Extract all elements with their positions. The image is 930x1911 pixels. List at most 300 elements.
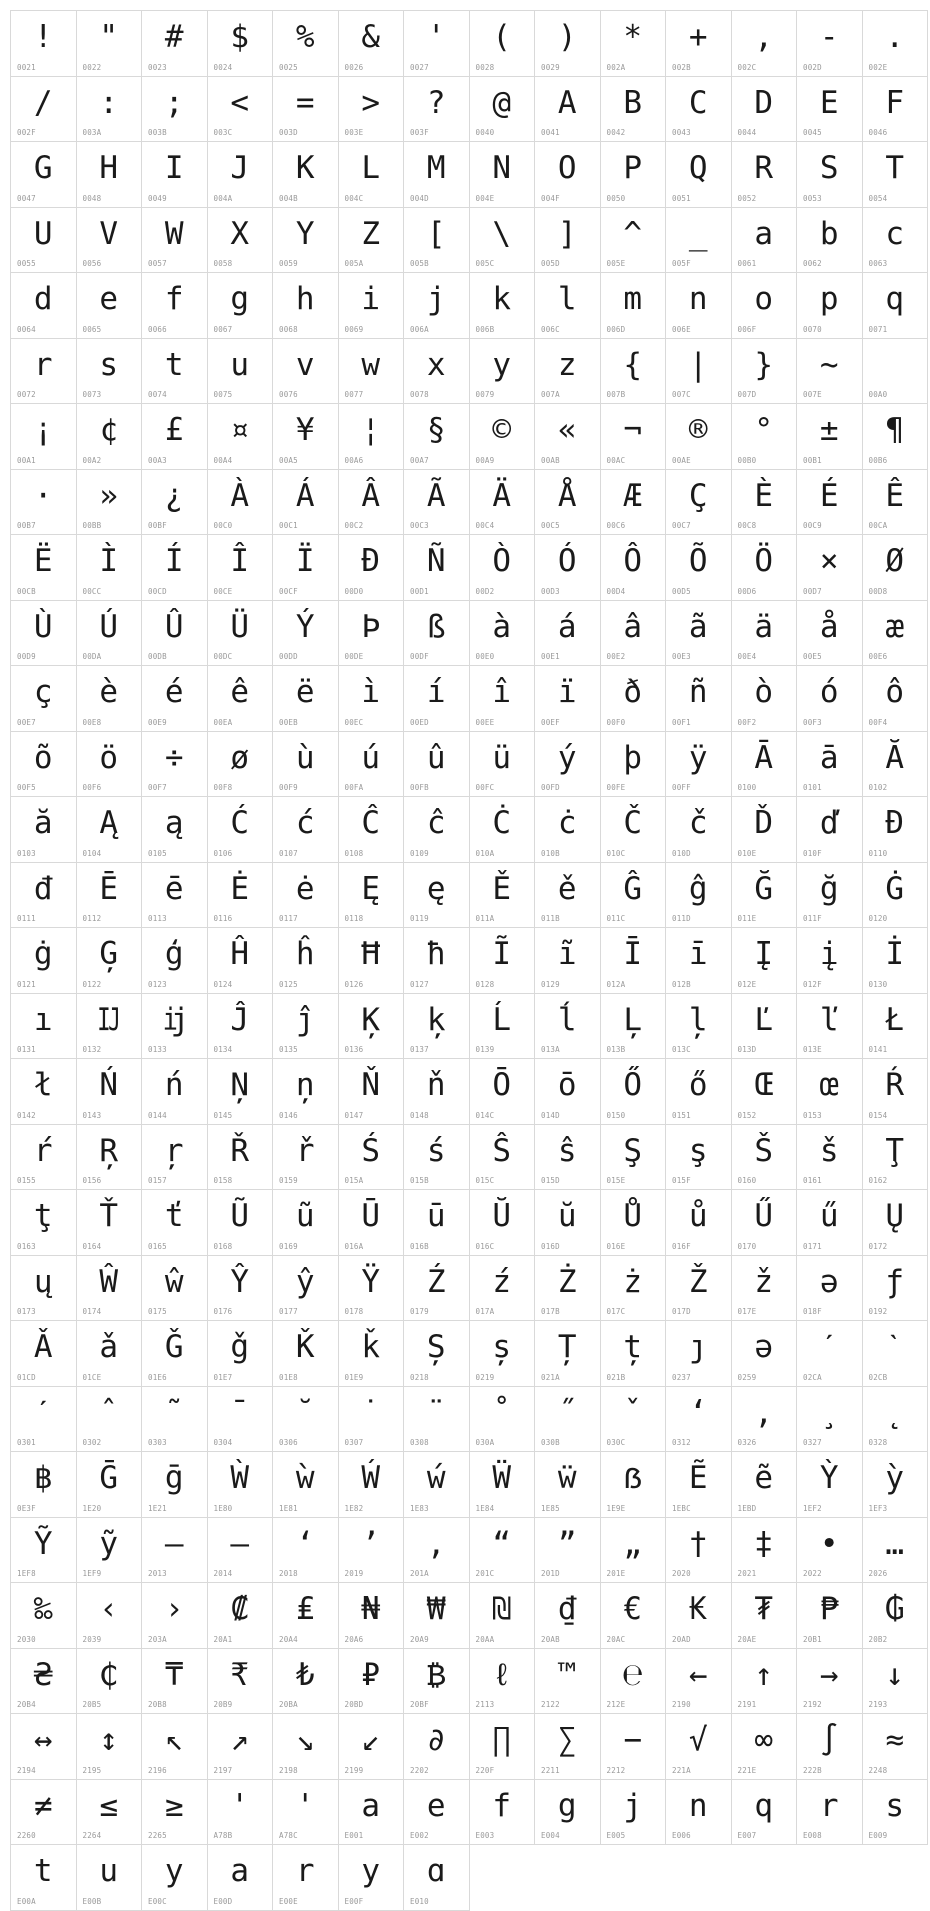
glyph-character: ; [164,84,184,121]
glyph-character: Ă [885,739,905,776]
glyph-cell [666,142,732,208]
glyph-codepoint: 1EF3 [868,1503,888,1513]
glyph-character: › [164,1591,184,1627]
glyph-cell [732,666,798,732]
glyph-cell [142,732,208,798]
glyph-cell [470,142,536,208]
glyph-cell [535,77,601,143]
glyph-cell [797,11,863,77]
glyph-cell [601,77,667,143]
glyph-character: ľ [819,1001,839,1038]
glyph-character: Ê [885,477,905,514]
glyph-cell [470,1518,536,1584]
glyph-codepoint: 0076 [279,390,298,399]
glyph-cell [339,666,405,732]
glyph-cell [863,1583,929,1649]
glyph-codepoint: 0022 [82,62,102,72]
glyph-codepoint: 0157 [148,1176,167,1185]
glyph-character: ʻ [688,1394,708,1431]
glyph-character: Ļ [623,1001,643,1038]
glyph-character: Ę [361,870,381,907]
glyph-character: Ü [230,608,250,645]
glyph-codepoint: 002C [737,62,757,72]
glyph-character: t [164,346,184,383]
glyph-codepoint: 018F [803,1307,822,1316]
glyph-cell [208,1780,274,1846]
glyph-cell [666,1780,732,1846]
glyph-cell [339,1387,405,1453]
glyph-cell [601,928,667,994]
glyph-cell [339,1321,405,1387]
glyph-character: Ż [557,1263,577,1300]
glyph-cell [404,339,470,405]
glyph-cell [11,732,77,798]
glyph-cell [404,535,470,601]
glyph-codepoint: 00A0 [868,390,888,399]
glyph-codepoint: 00DA [82,652,102,661]
glyph-codepoint: 0303 [148,1438,167,1447]
glyph-character: V [99,215,119,252]
glyph-cell [470,666,536,732]
glyph-character: G [33,150,53,186]
glyph-character: ˊ [819,1329,839,1365]
glyph-codepoint: 0192 [868,1307,888,1316]
glyph-cell [273,1256,339,1322]
glyph-cell [601,535,667,601]
glyph-cell [11,863,77,929]
glyph-codepoint: 0108 [344,848,364,858]
glyph-cell [863,666,929,732]
glyph-character: ꞌ [230,1787,250,1824]
glyph-codepoint: 00F6 [82,783,102,792]
glyph-codepoint: 0106 [213,848,233,858]
glyph-cell [404,1714,470,1780]
glyph-character: đ [33,870,53,907]
glyph-cell [732,1190,798,1256]
glyph-cell [863,142,929,208]
glyph-codepoint: 00AC [606,455,626,465]
glyph-character: o [754,281,774,317]
glyph-cell [273,1583,339,1649]
glyph-character: Ô [623,543,643,579]
glyph-codepoint: 212E [606,1700,626,1709]
glyph-codepoint: 00FB [410,783,429,792]
glyph-cell [601,1649,667,1715]
glyph-cell [797,1714,863,1780]
glyph-character: a [754,215,774,252]
glyph-character: > [361,84,381,121]
glyph-cell [273,1518,339,1584]
glyph-codepoint: 1E9E [606,1503,626,1513]
glyph-character: Ś [361,1132,381,1169]
glyph-cell [142,208,208,274]
glyph-cell [77,732,143,798]
glyph-cell [863,797,929,863]
glyph-cell [863,1387,929,1453]
glyph-codepoint: 003D [279,128,298,137]
glyph-cell [142,1256,208,1322]
glyph-character: ĺ [557,1001,577,1038]
glyph-character: • [819,1525,839,1562]
glyph-character: s [99,346,119,383]
glyph-cell [601,797,667,863]
glyph-cell [666,1714,732,1780]
glyph-cell [77,863,143,929]
glyph-character: ¬ [623,412,643,448]
glyph-character: Ỳ [819,1460,839,1496]
glyph-codepoint: 00D1 [410,586,429,596]
glyph-cell [797,1518,863,1584]
glyph-cell [863,1649,929,1715]
glyph-character: O [557,150,577,186]
glyph-character: % [295,19,315,55]
glyph-character: Ž [688,1263,708,1300]
glyph-codepoint: 00CA [868,521,888,530]
glyph-codepoint: 004F [541,193,560,203]
glyph-cell [732,928,798,994]
glyph-codepoint: 0308 [410,1438,429,1447]
glyph-character: Š [754,1132,774,1169]
glyph-codepoint: 0056 [82,259,102,268]
glyph-cell [339,732,405,798]
glyph-codepoint: 0176 [213,1307,233,1316]
glyph-character: [ [426,215,446,252]
glyph-cell [601,1714,667,1780]
glyph-cell [11,1387,77,1453]
glyph-codepoint: 0044 [737,128,757,137]
glyph-codepoint: 005A [344,259,364,268]
glyph-codepoint: 0132 [82,1045,102,1054]
glyph-character: ® [688,412,708,448]
glyph-codepoint: 00EB [279,717,298,727]
glyph-cell [339,1125,405,1191]
glyph-character: ˇ [623,1394,643,1431]
glyph-character: È [754,477,774,514]
glyph-character: © [492,412,512,448]
glyph-character: e [99,281,119,317]
glyph-codepoint: 0168 [213,1241,233,1251]
glyph-character: ) [557,19,577,55]
glyph-codepoint: E005 [606,1831,626,1840]
glyph-cell [470,1714,536,1780]
glyph-cell [732,1714,798,1780]
glyph-cell [535,208,601,274]
glyph-character: ≈ [885,1722,905,1758]
glyph-character: » [99,477,119,514]
glyph-codepoint: 0172 [868,1241,888,1251]
glyph-codepoint: 012A [606,979,626,989]
glyph-character: Î [230,543,250,579]
glyph-codepoint: 017C [606,1307,626,1316]
glyph-codepoint: 0064 [17,324,36,334]
glyph-codepoint: E00D [213,1896,233,1906]
glyph-character: Ō [492,1067,512,1103]
glyph-cell [142,535,208,601]
glyph-codepoint: 1EBC [672,1503,691,1513]
glyph-codepoint: 0066 [148,324,167,334]
glyph-cell [273,535,339,601]
glyph-character: ↕ [99,1722,119,1758]
glyph-character: Ỹ [33,1525,53,1562]
glyph-codepoint: 2212 [606,1765,626,1775]
glyph-character: " [99,19,119,55]
glyph-character: Ų [885,1198,905,1234]
glyph-codepoint: 00F5 [17,783,36,792]
glyph-cell [11,1321,77,1387]
glyph-codepoint: 20AB [541,1634,560,1644]
glyph-codepoint: 0120 [868,914,888,923]
glyph-cell [601,1780,667,1846]
glyph-codepoint: 016A [344,1241,364,1251]
glyph-cell [535,863,601,929]
glyph-character: é [164,674,184,710]
glyph-codepoint: 00C9 [803,521,822,530]
glyph-cell [142,1321,208,1387]
glyph-codepoint: 00E6 [868,652,888,661]
glyph-codepoint: 003E [344,128,364,137]
glyph-codepoint: 004A [213,193,233,203]
glyph-codepoint: 00C1 [279,521,298,530]
glyph-codepoint: 00CB [17,586,36,596]
glyph-cell [142,273,208,339]
glyph-codepoint: 005D [541,259,560,268]
glyph-codepoint: 01E6 [148,1372,167,1382]
glyph-codepoint: 1EF9 [82,1569,102,1578]
glyph-character: M [426,150,446,186]
glyph-cell [863,1518,929,1584]
glyph-cell [732,1059,798,1125]
glyph-cell [470,1583,536,1649]
glyph-cell [470,1452,536,1518]
glyph-cell [470,1190,536,1256]
glyph-cell [404,1125,470,1191]
glyph-character: ₺ [295,1656,315,1693]
glyph-codepoint: 011E [737,914,757,923]
glyph-cell [77,535,143,601]
glyph-cell [339,1256,405,1322]
glyph-character: ţ [33,1198,53,1234]
glyph-codepoint: 00D3 [541,586,560,596]
glyph-codepoint: 030B [541,1438,560,1447]
glyph-character: ¢ [99,412,119,448]
glyph-cell [535,666,601,732]
glyph-character: – [164,1525,184,1562]
glyph-cell [339,142,405,208]
glyph-character: W [164,215,184,252]
glyph-codepoint: 2197 [213,1765,233,1775]
glyph-character: Ẽ [688,1460,708,1496]
glyph-cell [77,208,143,274]
glyph-cell [208,1714,274,1780]
glyph-cell [77,1059,143,1125]
glyph-codepoint: 0026 [344,62,364,72]
glyph-codepoint: 00F8 [213,783,233,792]
glyph-codepoint: 00D7 [803,586,822,596]
glyph-codepoint: 00C0 [213,521,233,530]
glyph-cell [470,601,536,667]
glyph-character: Ș [426,1329,446,1365]
glyph-codepoint: 006E [672,324,691,334]
glyph-codepoint: 0301 [17,1438,36,1447]
glyph-cell [339,1518,405,1584]
glyph-cell [11,1125,77,1191]
glyph-character: } [754,346,774,383]
glyph-cell [666,1583,732,1649]
glyph-codepoint: 0063 [868,259,888,268]
glyph-character: a [230,1853,250,1889]
glyph-cell [404,797,470,863]
glyph-codepoint: 00F4 [868,717,888,727]
glyph-codepoint: 0125 [279,979,298,989]
glyph-cell [601,1583,667,1649]
glyph-codepoint: 011F [803,914,822,923]
glyph-codepoint: 0219 [475,1372,495,1382]
glyph-cell [732,863,798,929]
glyph-character: ě [557,870,577,907]
glyph-codepoint: 00A3 [148,455,167,465]
glyph-codepoint: 007B [606,390,626,399]
glyph-character: f [492,1787,512,1824]
glyph-codepoint: 011A [475,914,495,923]
glyph-codepoint: 2264 [82,1831,102,1840]
glyph-cell [273,470,339,536]
glyph-codepoint: 0029 [541,62,560,72]
glyph-cell [208,732,274,798]
glyph-cell [732,142,798,208]
glyph-cell [666,1387,732,1453]
glyph-cell [339,77,405,143]
glyph-character: ₩ [426,1591,446,1627]
glyph-character: j [426,281,446,317]
glyph-cell [273,797,339,863]
glyph-codepoint: 006B [475,324,495,334]
glyph-character: ∏ [492,1722,512,1758]
glyph-codepoint: 0102 [868,783,888,792]
glyph-character: Ț [557,1329,577,1365]
glyph-cell [77,601,143,667]
glyph-cell [535,339,601,405]
glyph-cell [77,11,143,77]
glyph-codepoint: 0111 [17,914,36,923]
glyph-cell [339,1190,405,1256]
glyph-codepoint: 0163 [17,1241,36,1251]
glyph-character: Ŗ [99,1132,119,1169]
glyph-character: g [230,281,250,317]
glyph-character: Č [623,805,643,841]
glyph-character: Į [754,936,774,972]
glyph-character: ← [688,1656,708,1693]
glyph-character: ą [164,805,184,841]
glyph-character: ” [557,1525,577,1562]
glyph-codepoint: 0110 [868,848,888,858]
glyph-codepoint: 016C [475,1241,495,1251]
glyph-character: ỹ [99,1525,119,1562]
glyph-codepoint: 0042 [606,128,626,137]
glyph-character: d [33,281,53,317]
glyph-codepoint: 20BF [410,1700,429,1709]
glyph-cell [732,732,798,798]
glyph-character: F [885,84,905,121]
glyph-character: ˉ [230,1394,250,1431]
glyph-cell [863,732,929,798]
glyph-cell [797,1256,863,1322]
glyph-cell [11,142,77,208]
glyph-codepoint: 0155 [17,1176,36,1185]
glyph-cell [666,273,732,339]
glyph-character: Ĳ [99,1001,119,1038]
glyph-codepoint: 2013 [148,1569,167,1578]
glyph-codepoint: 00F0 [606,717,626,727]
glyph-cell [11,797,77,863]
glyph-cell [666,994,732,1060]
glyph-cell [77,1452,143,1518]
glyph-codepoint: 2193 [868,1700,888,1709]
glyph-character: # [164,19,184,55]
glyph-cell [77,77,143,143]
glyph-cell [666,732,732,798]
glyph-codepoint: E010 [410,1896,429,1906]
glyph-codepoint: 00AE [672,455,691,465]
glyph-cell [142,863,208,929]
glyph-codepoint: 1E85 [541,1503,560,1513]
glyph-cell [273,1059,339,1125]
glyph-cell [863,863,929,929]
glyph-character: g [557,1787,577,1824]
glyph-cell [142,1518,208,1584]
glyph-character: ű [819,1198,839,1234]
glyph-character: ≠ [33,1787,53,1824]
glyph-cell [863,535,929,601]
glyph-codepoint: 004C [344,193,364,203]
glyph-codepoint: 003F [410,128,429,137]
glyph-codepoint: 0259 [737,1372,757,1382]
glyph-cell [404,994,470,1060]
glyph-cell [273,1387,339,1453]
glyph-cell [339,797,405,863]
glyph-character: ŷ [295,1263,315,1300]
glyph-cell [535,1125,601,1191]
glyph-codepoint: 00A5 [279,455,298,465]
glyph-cell [11,339,77,405]
glyph-codepoint: 2194 [17,1765,36,1775]
glyph-cell [404,1452,470,1518]
glyph-codepoint: 2014 [213,1569,233,1578]
glyph-cell [273,142,339,208]
glyph-codepoint: 00D9 [17,652,36,661]
glyph-cell [404,863,470,929]
glyph-cell [77,797,143,863]
glyph-codepoint: 01E9 [344,1372,364,1382]
glyph-character: ‰ [33,1591,53,1627]
glyph-character: Ä [492,477,512,514]
glyph-cell [142,1780,208,1846]
glyph-character: ₪ [492,1591,512,1627]
glyph-character: ů [688,1198,708,1234]
glyph-character: Ī [623,936,643,972]
glyph-cell [863,1059,929,1125]
glyph-codepoint: 221A [672,1765,691,1775]
glyph-character: ¸ [819,1394,839,1431]
glyph-codepoint: 1EF2 [803,1503,822,1513]
glyph-codepoint: 0170 [737,1241,757,1251]
glyph-character: q [754,1787,774,1824]
glyph-codepoint: 1E82 [344,1503,364,1513]
glyph-codepoint: 0070 [803,324,822,334]
glyph-codepoint: 006F [737,324,757,334]
glyph-codepoint: 0074 [148,390,167,399]
glyph-codepoint: 002E [868,62,888,72]
glyph-codepoint: 0326 [737,1438,757,1447]
